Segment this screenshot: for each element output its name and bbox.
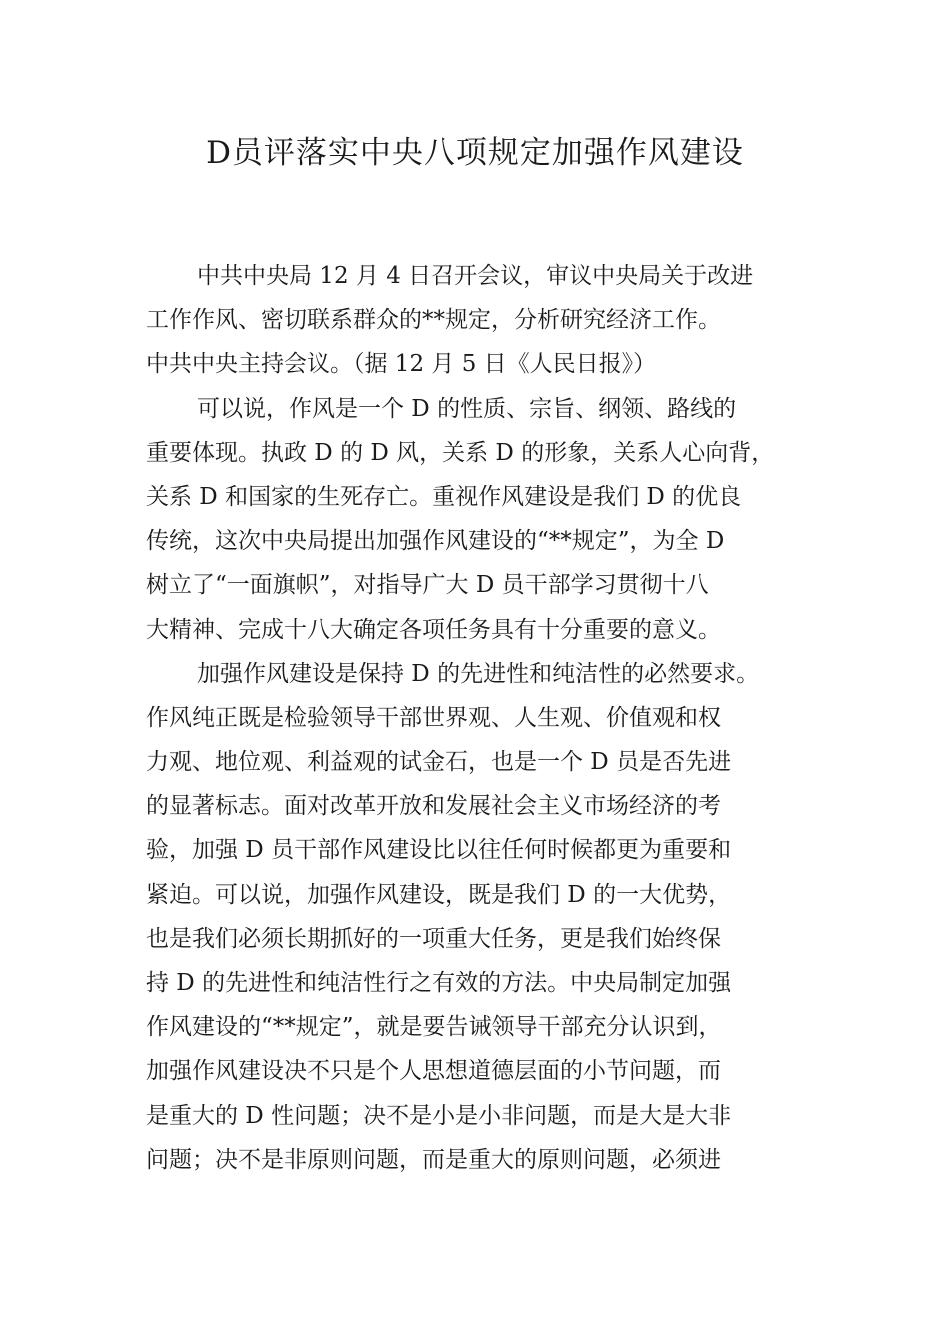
- paragraph-line: 工作作风、密切联系群众的**规定，分析研究经济工作。: [146, 307, 721, 334]
- paragraph-line: 中共中央主持会议。（据 12 月 5 日《人民日报》）: [146, 351, 657, 378]
- paragraph-line: 持 D 的先进性和纯洁性行之有效的方法。中央局制定加强: [146, 970, 732, 996]
- paragraph-line: 关系 D 和国家的生死存亡。重视作风建设是我们 D 的优良: [146, 483, 742, 510]
- paragraph-line: 作风建设的“**规定”，就是要告诫领导干部充分认识到，: [146, 1014, 722, 1041]
- paragraph-line: 作风纯正既是检验领导干部世界观、人生观、价值观和权: [146, 704, 721, 731]
- paragraph-line: 树立了“一面旗帜”，对指导广大 D 员干部学习贯彻十八: [146, 572, 709, 599]
- paragraph-line: 的显著标志。面对改革开放和发展社会主义市场经济的考: [146, 793, 721, 820]
- document-body: [146, 254, 806, 1182]
- paragraph-line: 中共中央局 12 月 4 日召开会议，审议中央局关于改进: [197, 263, 754, 289]
- paragraph-line: 紧迫。可以说，加强作风建设，既是我们 D 的一大优势，: [146, 881, 732, 908]
- paragraph-line: 加强作风建设决不只是个人思想道德层面的小节问题，而: [146, 1058, 721, 1085]
- document-title: D员评落实中央八项规定加强作风建设: [206, 135, 744, 171]
- paragraph-line: 问题；决不是非原则问题，而是重大的原则问题，必须进: [146, 1146, 721, 1173]
- paragraph-line: 加强作风建设是保持 D 的先进性和纯洁性的必然要求。: [197, 660, 760, 687]
- paragraph-line: 大精神、完成十八大确定各项任务具有十分重要的意义。: [146, 616, 721, 643]
- paragraph-line: 力观、地位观、利益观的试金石，也是一个 D 员是否先进: [146, 749, 732, 776]
- paragraph-line: 重要体现。执政 D 的 D 风，关系 D 的形象，关系人心向背，: [146, 439, 775, 466]
- paragraph-line: 验，加强 D 员干部作风建设比以往任何时候都更为重要和: [146, 837, 732, 864]
- paragraph-line: 可以说，作风是一个 D 的性质、宗旨、纲领、路线的: [197, 395, 737, 422]
- paragraph-line: 是重大的 D 性问题；决不是小是小非问题，而是大是大非: [146, 1102, 732, 1129]
- paragraph-line: 传统，这次中央局提出加强作风建设的“**规定”，为全 D: [146, 528, 725, 555]
- paragraph-line: 也是我们必须长期抓好的一项重大任务，更是我们始终保: [146, 925, 721, 952]
